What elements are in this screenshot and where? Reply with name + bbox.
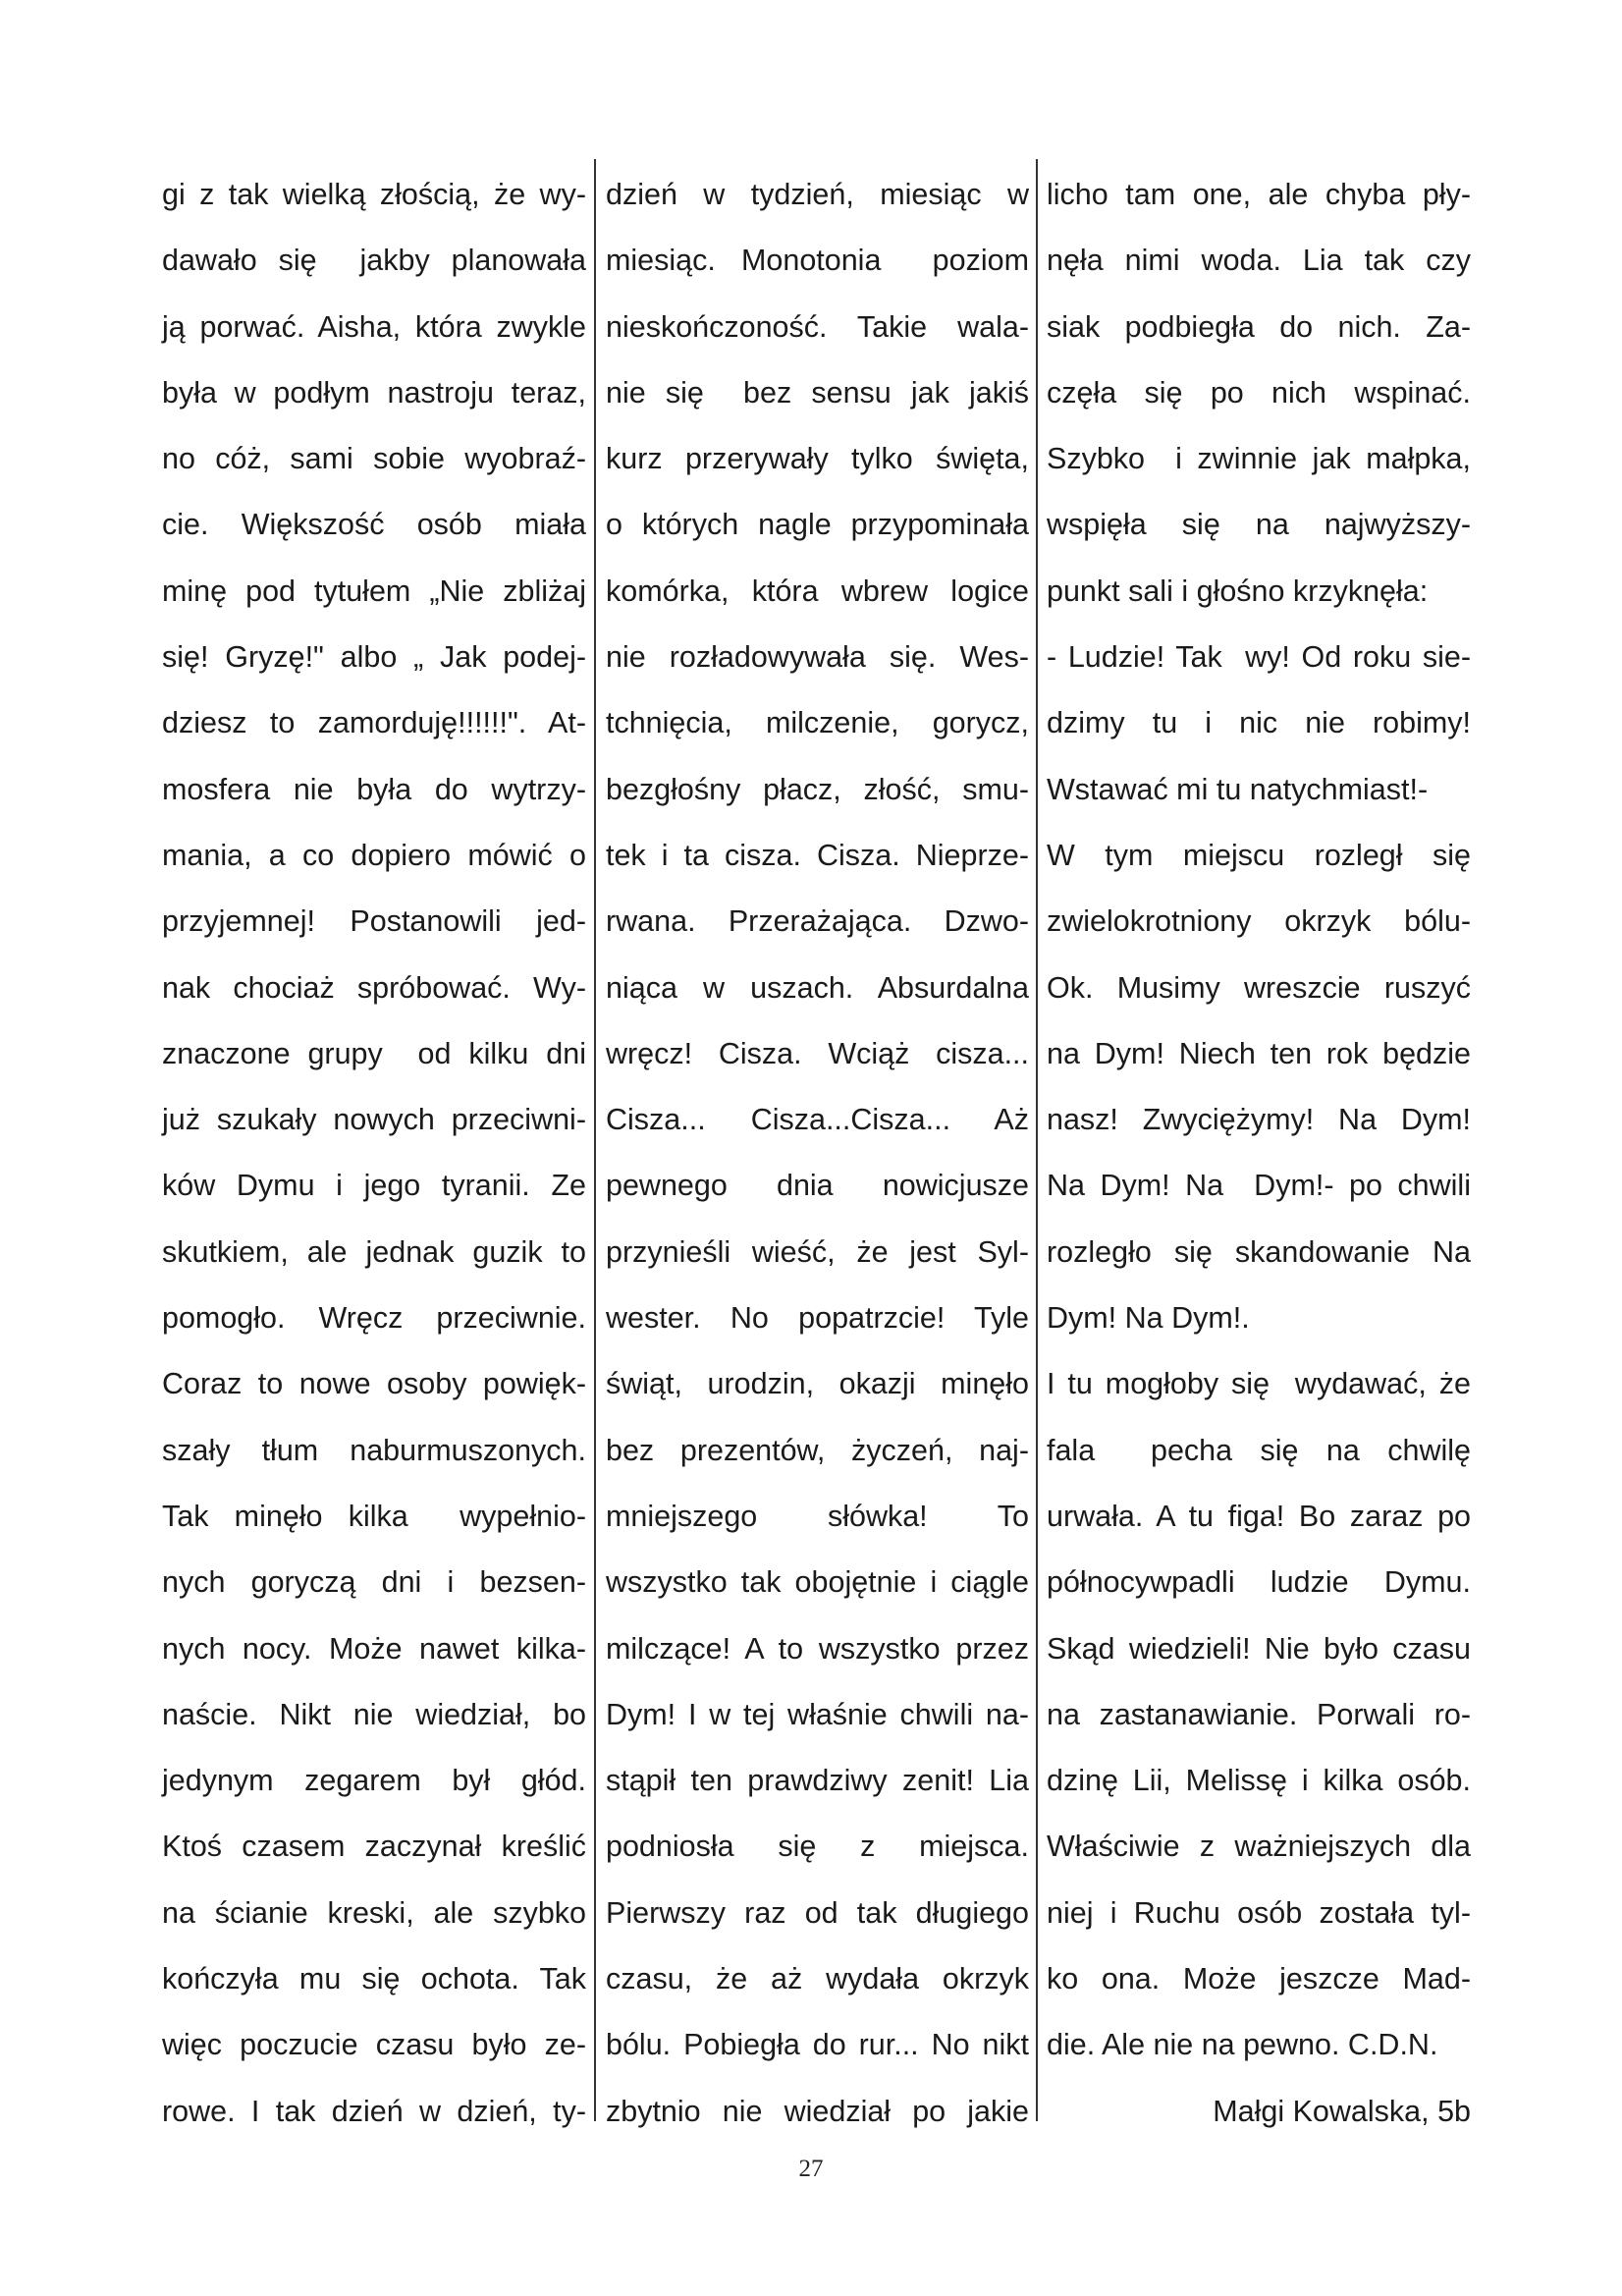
text-line: Wstawać mi tu natychmiast!- — [1047, 772, 1429, 806]
text-line: rozległo się skandowanie Na — [1047, 1234, 1471, 1269]
text-line: czasu, że aż wydała okrzyk — [606, 1962, 1029, 1996]
text-line: dzinę Lii, Melissę i kilka osób. — [1047, 1764, 1471, 1798]
text-line: zwielokrotniony okrzyk bólu- — [1047, 904, 1471, 939]
text-line: urwała. A tu figa! Bo zaraz po — [1047, 1499, 1471, 1533]
page-number: 27 — [798, 2156, 824, 2182]
text-line: ko ona. Może jeszcze Mad- — [1047, 1962, 1471, 1996]
text-line: o których nagle przypominała — [606, 508, 1029, 542]
text-line: nęła nimi woda. Lia tak czy — [1047, 244, 1471, 278]
text-line: Skąd wiedzieli! Nie było czasu — [1047, 1631, 1471, 1666]
text-line: mosfera nie była do wytrzy- — [162, 772, 586, 806]
text-line: tchnięcia, milczenie, gorycz, — [606, 706, 1029, 740]
text-line: przyjemnej! Postanowili jed- — [162, 904, 586, 939]
text-line: dzień w tydzień, miesiąc w — [606, 178, 1029, 211]
text-line: nieskończoność. Takie wala- — [606, 309, 1029, 344]
text-line: wester. No popatrzcie! Tyle — [606, 1301, 1029, 1336]
text-line: gi z tak wielką złością, że wy- — [162, 178, 586, 211]
text-line: cie. Większość osób miała — [162, 508, 586, 542]
text-line: nak chociaż spróbować. Wy- — [162, 970, 586, 1005]
text-line: północywpadli ludzie Dymu. — [1047, 1565, 1471, 1600]
text-line: minę pod tytułem „Nie zbliżaj — [162, 574, 586, 608]
text-line: więc poczucie czasu było ze- — [162, 2028, 586, 2062]
text-column-2 — [606, 162, 1029, 2145]
text-line: Właściwie z ważniejszych dla — [1047, 1830, 1471, 1864]
text-line: Tak minęło kilka wypełnio- — [162, 1499, 586, 1533]
text-line: Ktoś czasem zaczynał kreślić — [162, 1830, 586, 1864]
text-line: mniejszego słówka! To — [606, 1499, 1029, 1533]
text-line: pomogło. Wręcz przeciwnie. — [162, 1301, 586, 1336]
text-line: zbytnio nie wiedział po jakie — [606, 2094, 1029, 2128]
text-line: milczące! A to wszystko przez — [606, 1631, 1029, 1666]
text-line: Szybko i zwinnie jak małpka, — [1047, 442, 1471, 476]
text-line: Dym! I w tej właśnie chwili na- — [606, 1697, 1029, 1731]
text-line: wręcz! Cisza. Wciąż cisza... — [606, 1036, 1029, 1070]
text-column-1 — [162, 162, 586, 2145]
text-line: świąt, urodzin, okazji minęło — [606, 1367, 1029, 1401]
text-line: dzimy tu i nic nie robimy! — [1047, 706, 1471, 740]
text-line: ją porwać. Aisha, która zwykle — [162, 309, 586, 344]
text-line: I tu mogłoby się wydawać, że — [1047, 1367, 1471, 1401]
text-line: nasz! Zwyciężymy! Na Dym! — [1047, 1103, 1471, 1137]
text-line: komórka, która wbrew logice — [606, 574, 1029, 608]
text-line: miesiąc. Monotonia poziom — [606, 244, 1029, 278]
text-line: rowe. I tak dzień w dzień, ty- — [162, 2094, 586, 2128]
text-line: na zastanawianie. Porwali ro- — [1047, 1697, 1471, 1731]
text-line: W tym miejscu rozległ się — [1047, 838, 1471, 872]
text-line: nych goryczą dni i bezsen- — [162, 1565, 586, 1600]
text-line: Ok. Musimy wreszcie ruszyć — [1047, 970, 1471, 1005]
text-line: szały tłum naburmuszonych. — [162, 1433, 586, 1467]
text-line: - Ludzie! Tak wy! Od roku sie- — [1047, 640, 1471, 675]
text-line: no cóż, sami sobie wyobraź- — [162, 442, 586, 476]
text-line: na Dym! Niech ten rok będzie — [1047, 1036, 1471, 1070]
text-line: Na Dym! Na Dym!- po chwili — [1047, 1169, 1471, 1203]
text-line: kurz przerywały tylko święta, — [606, 442, 1029, 476]
text-line: przynieśli wieść, że jest Syl- — [606, 1234, 1029, 1269]
text-line: częła się po nich wspinać. — [1047, 375, 1471, 410]
text-line: ków Dymu i jego tyranii. Ze — [162, 1169, 586, 1203]
text-line: bez prezentów, życzeń, naj- — [606, 1433, 1029, 1467]
text-line: tek i ta cisza. Cisza. Nieprze- — [606, 838, 1029, 872]
text-line: naście. Nikt nie wiedział, bo — [162, 1697, 586, 1731]
column-divider-1 — [594, 159, 596, 2121]
text-line: fala pecha się na chwilę — [1047, 1433, 1471, 1467]
text-line: pewnego dnia nowicjusze — [606, 1169, 1029, 1203]
text-line: kończyła mu się ochota. Tak — [162, 1962, 586, 1996]
text-line: mania, a co dopiero mówić o — [162, 838, 586, 872]
text-line: die. Ale nie na pewno. C.D.N. — [1047, 2028, 1438, 2062]
text-line: dawało się jakby planowała — [162, 244, 586, 278]
text-line: dziesz to zamorduję!!!!!!". At- — [162, 706, 586, 740]
text-line: Małgi Kowalska, 5b — [1213, 2094, 1471, 2128]
text-column-3 — [1047, 162, 1471, 2145]
text-line: stąpił ten prawdziwy zenit! Lia — [606, 1764, 1029, 1798]
text-line: skutkiem, ale jednak guzik to — [162, 1234, 586, 1269]
text-line: nych nocy. Może nawet kilka- — [162, 1631, 586, 1666]
text-line: licho tam one, ale chyba pły- — [1047, 178, 1471, 211]
text-line: podniosła się z miejsca. — [606, 1830, 1029, 1864]
text-line: punkt sali i głośno krzyknęła: — [1047, 574, 1429, 608]
text-line: bezgłośny płacz, złość, smu- — [606, 772, 1029, 806]
text-line: niąca w uszach. Absurdalna — [606, 970, 1029, 1005]
text-line: nie rozładowywała się. Wes- — [606, 640, 1029, 675]
text-line: się! Gryzę!" albo „ Jak podej- — [162, 640, 586, 675]
text-line: wspięła się na najwyższy- — [1047, 508, 1471, 542]
text-line: jedynym zegarem był głód. — [162, 1764, 586, 1798]
text-line: znaczone grupy od kilku dni — [162, 1036, 586, 1070]
text-line: Coraz to nowe osoby powięk- — [162, 1367, 586, 1401]
text-line: była w podłym nastroju teraz, — [162, 375, 586, 410]
text-line: bólu. Pobiegła do rur... No nikt — [606, 2028, 1029, 2062]
text-line: Pierwszy raz od tak długiego — [606, 1895, 1029, 1930]
text-line: wszystko tak obojętnie i ciągle — [606, 1565, 1029, 1600]
text-line: niej i Ruchu osób została tyl- — [1047, 1895, 1471, 1930]
text-line: siak podbiegła do nich. Za- — [1047, 309, 1471, 344]
text-line: Cisza... Cisza...Cisza... Aż — [606, 1103, 1029, 1137]
text-line: Dym! Na Dym!. — [1047, 1301, 1250, 1336]
text-line: rwana. Przerażająca. Dzwo- — [606, 904, 1029, 939]
text-line: już szukały nowych przeciwni- — [162, 1103, 586, 1137]
text-line: na ścianie kreski, ale szybko — [162, 1895, 586, 1930]
column-divider-2 — [1036, 159, 1038, 2121]
text-line: nie się bez sensu jak jakiś — [606, 375, 1029, 410]
